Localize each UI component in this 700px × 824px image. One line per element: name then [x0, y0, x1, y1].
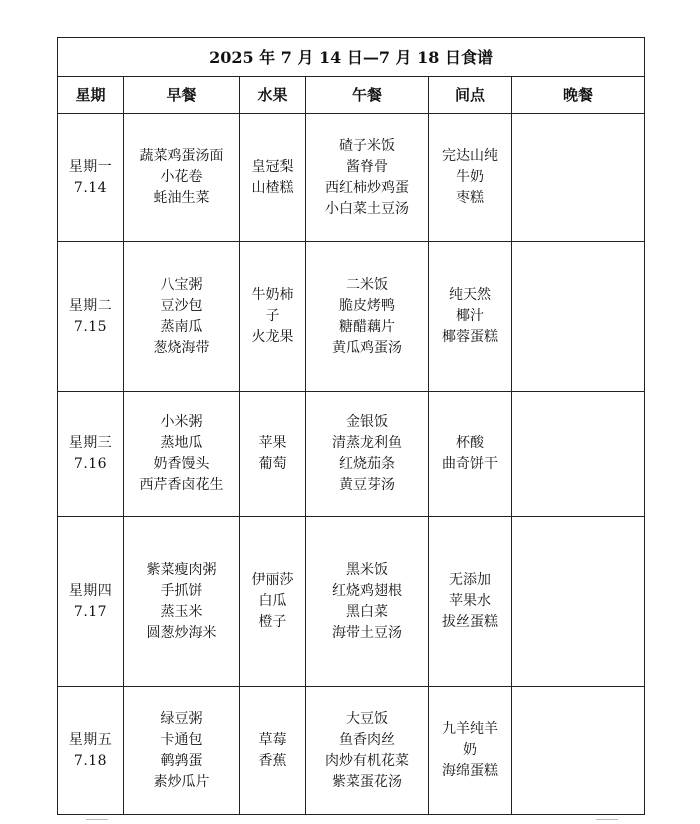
snack-item: 完达山纯: [442, 148, 498, 164]
breakfast-item: 鹌鹑蛋: [160, 752, 203, 769]
day-row: [58, 517, 645, 687]
snack-item: 纯天然: [449, 287, 491, 303]
page-corner-mark-right: [596, 819, 618, 824]
snack-item: 杯酸: [456, 435, 484, 451]
day-item: 7.14: [73, 179, 108, 196]
lunch-item: 红烧鸡翅根: [332, 582, 402, 599]
menu-title: 2025 年 7 月 14 日—7 月 18 日食谱: [58, 38, 645, 77]
day-item: 星期一: [68, 158, 113, 175]
lunch-item: 黑白菜: [346, 603, 388, 620]
breakfast-cell: [124, 392, 240, 517]
day-cell: [58, 242, 124, 392]
lunch-item: 红烧茄条: [339, 456, 395, 472]
lunch-cell: [306, 242, 429, 392]
breakfast-item: 素炒瓜片: [153, 773, 210, 790]
breakfast-item: 葱烧海带: [153, 339, 210, 356]
day-item: 星期三: [68, 435, 113, 451]
day-cell: [58, 114, 124, 242]
fruit-item: 山楂糕: [251, 179, 294, 196]
snack-item: 九羊纯羊: [442, 721, 498, 737]
header-fruit: 水果: [240, 77, 306, 114]
fruit-cell: [240, 687, 306, 815]
lunch-item: 肉炒有机花菜: [325, 752, 409, 769]
breakfast-item: 八宝粥: [160, 276, 203, 293]
snack-cell: [429, 114, 512, 242]
snack-item: 无添加: [449, 572, 491, 588]
lunch-item: 金银饭: [346, 414, 388, 430]
header-dinner: 晚餐: [512, 77, 645, 114]
lunch-item: 清蒸龙利鱼: [332, 435, 402, 451]
snack-cell: [429, 517, 512, 687]
fruit-item: 火龙果: [251, 329, 294, 345]
snack-cell: [429, 392, 512, 517]
fruit-item: 子: [265, 308, 280, 324]
lunch-item: 海带土豆汤: [332, 624, 402, 641]
page-corner-mark-left: [86, 819, 108, 824]
dinner-cell: [512, 242, 645, 392]
fruit-item: 白瓜: [258, 593, 287, 609]
header-weekday: 星期: [58, 77, 124, 114]
dinner-cell: [512, 392, 645, 517]
dinner-cell: [512, 114, 645, 242]
header-snack: 间点: [429, 77, 512, 114]
fruit-item: 香蕉: [258, 752, 287, 769]
fruit-item: 皇冠梨: [251, 158, 294, 175]
day-item: 7.17: [73, 603, 108, 620]
breakfast-item: 小花卷: [160, 169, 203, 185]
lunch-item: 鱼香肉丝: [339, 731, 395, 748]
dinner-cell: [512, 517, 645, 687]
fruit-cell: [240, 392, 306, 517]
lunch-item: 二米饭: [346, 276, 388, 293]
day-row: [58, 392, 645, 517]
day-item: 7.16: [73, 456, 108, 472]
breakfast-item: 蚝油生菜: [153, 190, 210, 206]
snack-cell: [429, 687, 512, 815]
lunch-cell: [306, 687, 429, 815]
breakfast-item: 蒸玉米: [160, 603, 203, 620]
day-item: 星期四: [68, 582, 113, 599]
day-row: [58, 242, 645, 392]
day-item: 星期五: [68, 731, 113, 748]
breakfast-item: 蔬菜鸡蛋汤面: [139, 148, 224, 164]
lunch-cell: [306, 392, 429, 517]
lunch-cell: [306, 114, 429, 242]
fruit-cell: [240, 242, 306, 392]
breakfast-item: 奶香馒头: [153, 456, 210, 472]
dinner-cell: [512, 687, 645, 815]
lunch-item: 大豆饭: [346, 710, 388, 727]
fruit-item: 橙子: [258, 614, 287, 630]
lunch-item: 西红柿炒鸡蛋: [325, 179, 409, 196]
day-item: 星期二: [68, 297, 113, 314]
breakfast-cell: [124, 242, 240, 392]
weekly-menu-table: [57, 37, 645, 815]
header-breakfast: 早餐: [124, 77, 240, 114]
fruit-item: 葡萄: [258, 456, 287, 472]
fruit-item: 牛奶柿: [251, 287, 294, 303]
day-cell: [58, 687, 124, 815]
fruit-item: 苹果: [258, 435, 287, 451]
snack-item: 拔丝蛋糕: [442, 614, 498, 630]
breakfast-item: 紫菜瘦肉粥: [146, 561, 217, 578]
breakfast-cell: [124, 687, 240, 815]
breakfast-item: 卡通包: [160, 731, 203, 748]
day-row: [58, 114, 645, 242]
snack-cell: [429, 242, 512, 392]
lunch-item: 小白菜土豆汤: [325, 200, 409, 217]
lunch-item: 黑米饭: [346, 561, 388, 578]
fruit-item: 草莓: [258, 731, 287, 748]
day-cell: [58, 517, 124, 687]
snack-item: 牛奶: [456, 169, 484, 185]
lunch-item: 紫菜蛋花汤: [332, 773, 402, 790]
snack-item: 椰蓉蛋糕: [442, 329, 498, 345]
fruit-cell: [240, 114, 306, 242]
snack-item: 奶: [463, 742, 477, 758]
breakfast-item: 圆葱炒海米: [146, 624, 217, 641]
lunch-item: 糖醋藕片: [339, 318, 395, 335]
lunch-cell: [306, 517, 429, 687]
breakfast-item: 蒸地瓜: [160, 435, 203, 451]
header-lunch: 午餐: [306, 77, 429, 114]
breakfast-cell: [124, 517, 240, 687]
breakfast-item: 小米粥: [160, 414, 203, 430]
snack-item: 枣糕: [456, 190, 484, 206]
breakfast-cell: [124, 114, 240, 242]
fruit-item: 伊丽莎: [251, 572, 294, 588]
lunch-item: 脆皮烤鸭: [339, 297, 395, 314]
snack-item: 椰汁: [456, 308, 484, 324]
breakfast-item: 豆沙包: [160, 297, 203, 314]
lunch-item: 黄瓜鸡蛋汤: [332, 339, 402, 356]
fruit-cell: [240, 517, 306, 687]
day-cell: [58, 392, 124, 517]
snack-item: 苹果水: [449, 593, 491, 609]
day-item: 7.15: [73, 318, 108, 335]
lunch-item: 酱脊骨: [346, 158, 388, 175]
breakfast-item: 蒸南瓜: [160, 318, 203, 335]
day-row: [58, 687, 645, 815]
snack-item: 曲奇饼干: [442, 456, 498, 472]
breakfast-item: 绿豆粥: [160, 710, 203, 727]
header-row: [58, 77, 645, 114]
lunch-item: 黄豆芽汤: [339, 477, 395, 493]
breakfast-item: 手抓饼: [160, 582, 203, 599]
day-item: 7.18: [73, 752, 108, 769]
lunch-item: 碴子米饭: [339, 137, 395, 154]
breakfast-item: 西芹香卤花生: [139, 477, 224, 493]
snack-item: 海绵蛋糕: [442, 763, 498, 779]
